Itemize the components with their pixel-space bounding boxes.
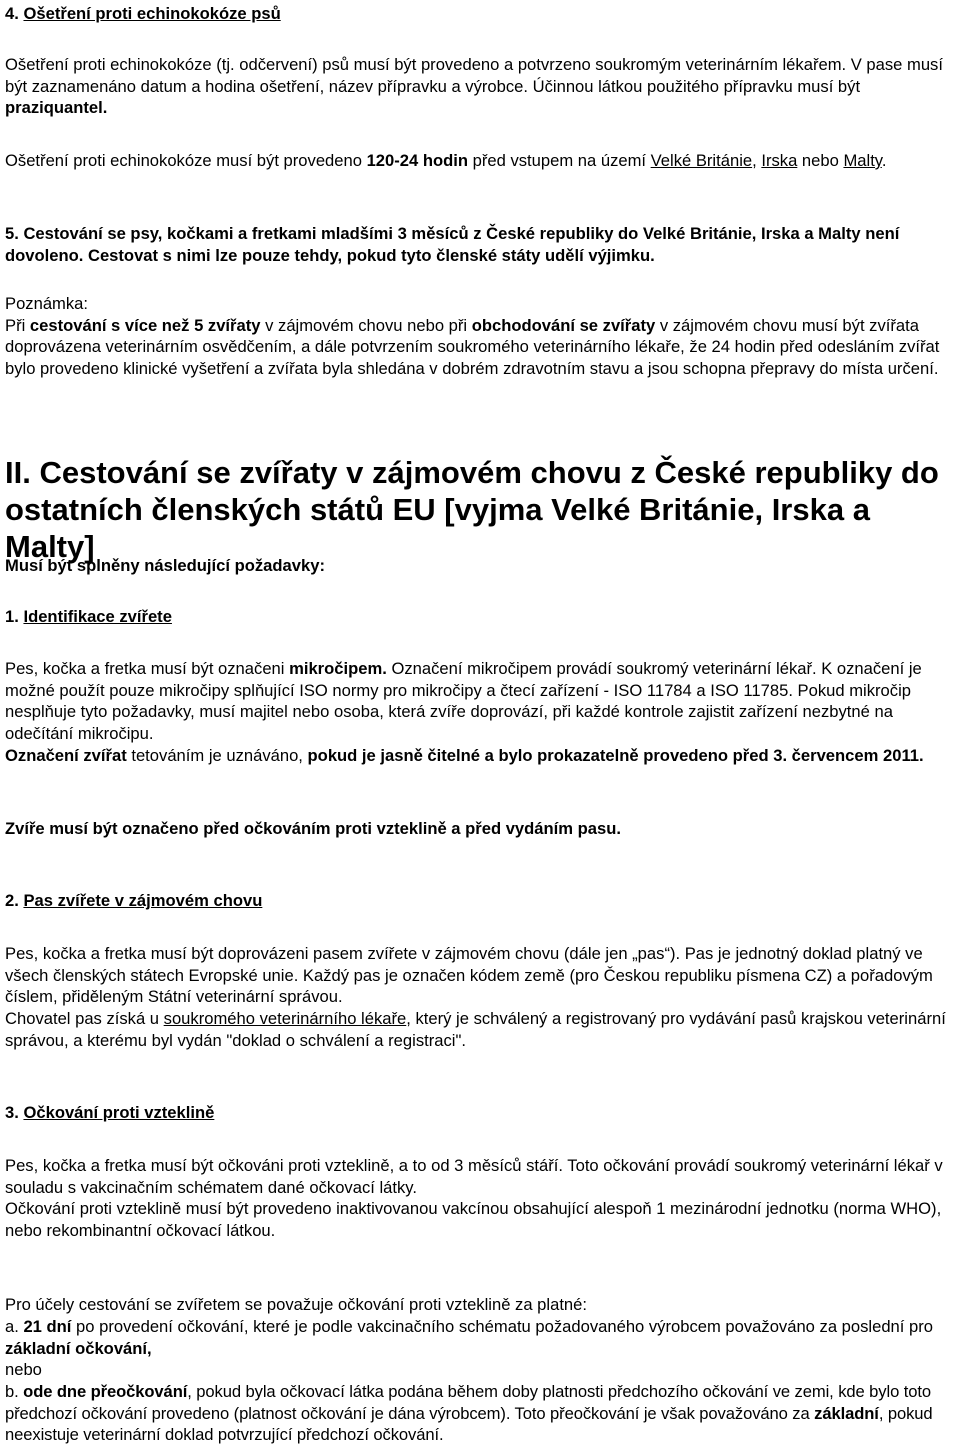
vaccination-paragraph-3: Pro účely cestování se zvířetem se považuje očkování proti vzteklině za platné: [5, 1295, 587, 1314]
text: v zájmovém chovu nebo při [260, 315, 472, 335]
section-4-heading [5, 3, 955, 25]
section-5-paragraph: 5. Cestování se psy, kočkami a fretkami mladšími 3 měsíců z České republiky do Velké Británie, Irska a Malty není dovoleno. Cestovat s nimi lze pouze tehdy, pokud tyto členské státy udělí výjimku. [5, 224, 900, 265]
emphasis: 21 dní [23, 1317, 72, 1336]
heading-number: 1. [5, 607, 24, 626]
vaccination-heading [5, 1102, 955, 1124]
text: Ošetření proti echinokokóze (tj. odčervení) psů musí být provedeno a potvrzeno soukromým veterinárním lékařem. V pase musí být zaznamenáno datum a hodina ošetření, název přípravku a výrobce. Účinnou látkou použitého přípravku musí být [5, 55, 943, 96]
emphasis: pokud je jasně čitelné a bylo prokazatelně provedeno před 3. červencem 2011. [307, 746, 924, 765]
list-marker: a. [5, 1317, 24, 1336]
link-irsko[interactable]: Irska [761, 151, 798, 170]
emphasis: mikročipem. [289, 659, 387, 678]
note-label: Poznámka: [5, 294, 89, 313]
text: , pokud neexistuje veterinární doklad potvrzující předchozí očkování. [5, 1403, 933, 1445]
list-marker: b. [5, 1382, 24, 1401]
vaccination-paragraph-1: Pes, kočka a fretka musí být očkováni proti vzteklině, a to od 3 měsíců stáří. Toto očkování provádí soukromý veterinární lékař v souladu s vakcinačním schématem dané očkovací látky. [5, 1156, 943, 1197]
passport-heading [5, 890, 955, 912]
text: v zájmovém chovu musí být zvířata doprovázena veterinárním osvědčením, a dále potvrzením soukromého veterinárního lékaře, že 24 hodin před odesláním zvířat bylo provedeno klinické vyšetření a zvířata byla shledána v dobrém zdravotním stavu a jsou schopna přepravy do místa určení. [5, 315, 940, 378]
section-4-title: Ošetření proti echinokokóze psů [23, 4, 281, 23]
text: Ošetření proti echinokokóze musí být provedeno [5, 151, 367, 170]
section-4-number: 4. [5, 4, 19, 23]
emphasis: ode dne přeočkování [23, 1382, 188, 1401]
heading-title: Pas zvířete v zájmovém chovu [23, 891, 263, 910]
text: , [752, 151, 762, 170]
text: , který je schválený a registrovaný pro vydávání pasů krajskou veterinární správou, a kterému byl vydán "doklad o schválení a registraci". [5, 1009, 946, 1050]
section-4-paragraph-2 [5, 150, 955, 172]
substance-name: praziquantel. [5, 98, 108, 118]
text: nebo [797, 151, 844, 170]
vaccination-item-a [5, 1316, 955, 1359]
text: . [881, 151, 887, 170]
link-soukromy-veterinarni-lekar[interactable]: soukromého veterinárního lékaře [163, 1009, 407, 1028]
section-4-paragraph-1 [5, 54, 955, 119]
passport-paragraph-1: Pes, kočka a fretka musí být doprovázeni pasem zvířete v zájmovém chovu (dále jen „pas“). Pas je jednotný doklad platný ve všech členských státech Evropské unie. Každý pas je označen kódem země (pro Českou republiku písmena CZ) a pořadovým číslem, přiděleným Státní veterinární správou. [5, 944, 933, 1007]
text: Chovatel pas získá u [5, 1009, 164, 1028]
text: tetováním je uznáváno, [126, 746, 308, 765]
chapter-ii-title: II. Cestování se zvířaty v zájmovém chovu z České republiky do ostatních členských států EU [vyjma Velké Británie, Irska a Malty] [5, 455, 939, 564]
heading-number: 2. [5, 891, 24, 910]
text: po provedení očkování, které je podle vakcinačního schématu požadovaného výrobcem považováno za poslední pro [71, 1317, 933, 1336]
identification-paragraph-3: Zvíře musí být označeno před očkováním proti vzteklině a před vydáním pasu. [5, 819, 621, 838]
requirements-intro: Musí být splněny následující požadavky: [5, 556, 325, 575]
heading-title: Identifikace zvířete [23, 607, 172, 626]
link-velka-britanie[interactable]: Velké Británie [650, 151, 753, 170]
heading-title: Očkování proti vzteklině [23, 1103, 215, 1122]
text: Pes, kočka a fretka musí být označeni [5, 659, 290, 678]
emphasis: Označení zvířat [5, 746, 127, 765]
text: před vstupem na území [468, 151, 651, 170]
emphasis: základní očkování, [5, 1338, 152, 1358]
emphasis: základní [814, 1403, 879, 1423]
vaccination-paragraph-2: Očkování proti vzteklině musí být provedeno inaktivovanou vakcínou obsahující alespoň 1 mezinárodní jednotku (norma WHO), nebo rekombinantní očkovací látkou. [5, 1199, 942, 1240]
identification-heading [5, 606, 955, 628]
text: , pokud byla očkovací látka podána během doby platnosti předchozího očkování ve zemi, kde bylo toto předchozí očkování provedeno (platnost očkování je dána výrobcem). Toto přeočkování je však považováno za [5, 1382, 931, 1423]
text: Označení mikročipem provádí soukromý veterinární lékař. K označení je možné použít pouze mikročipy splňující ISO normy pro mikročipy a čtecí zařízení - ISO 11784 a ISO 11785. Pokud mikročip nesplňuje tyto požadavky, musí majitel nebo osoba, která zvíře doprovází, při každé kontrole zajistit zařízení nezbytné na odečítání mikročipu. [5, 659, 922, 743]
vaccination-or: nebo [5, 1360, 42, 1379]
text: Při [5, 315, 30, 335]
time-window: 120-24 hodin [366, 151, 469, 170]
identification-paragraph-1 [5, 658, 955, 744]
vaccination-item-b [5, 1381, 955, 1446]
passport-paragraph-2 [5, 1008, 955, 1051]
heading-number: 3. [5, 1103, 24, 1122]
link-malta[interactable]: Malty [843, 151, 882, 170]
note-paragraph [5, 293, 955, 379]
identification-paragraph-2 [5, 745, 955, 767]
emphasis: obchodování se zvířaty [471, 315, 656, 335]
emphasis: cestování s více než 5 zvířaty [29, 315, 261, 335]
